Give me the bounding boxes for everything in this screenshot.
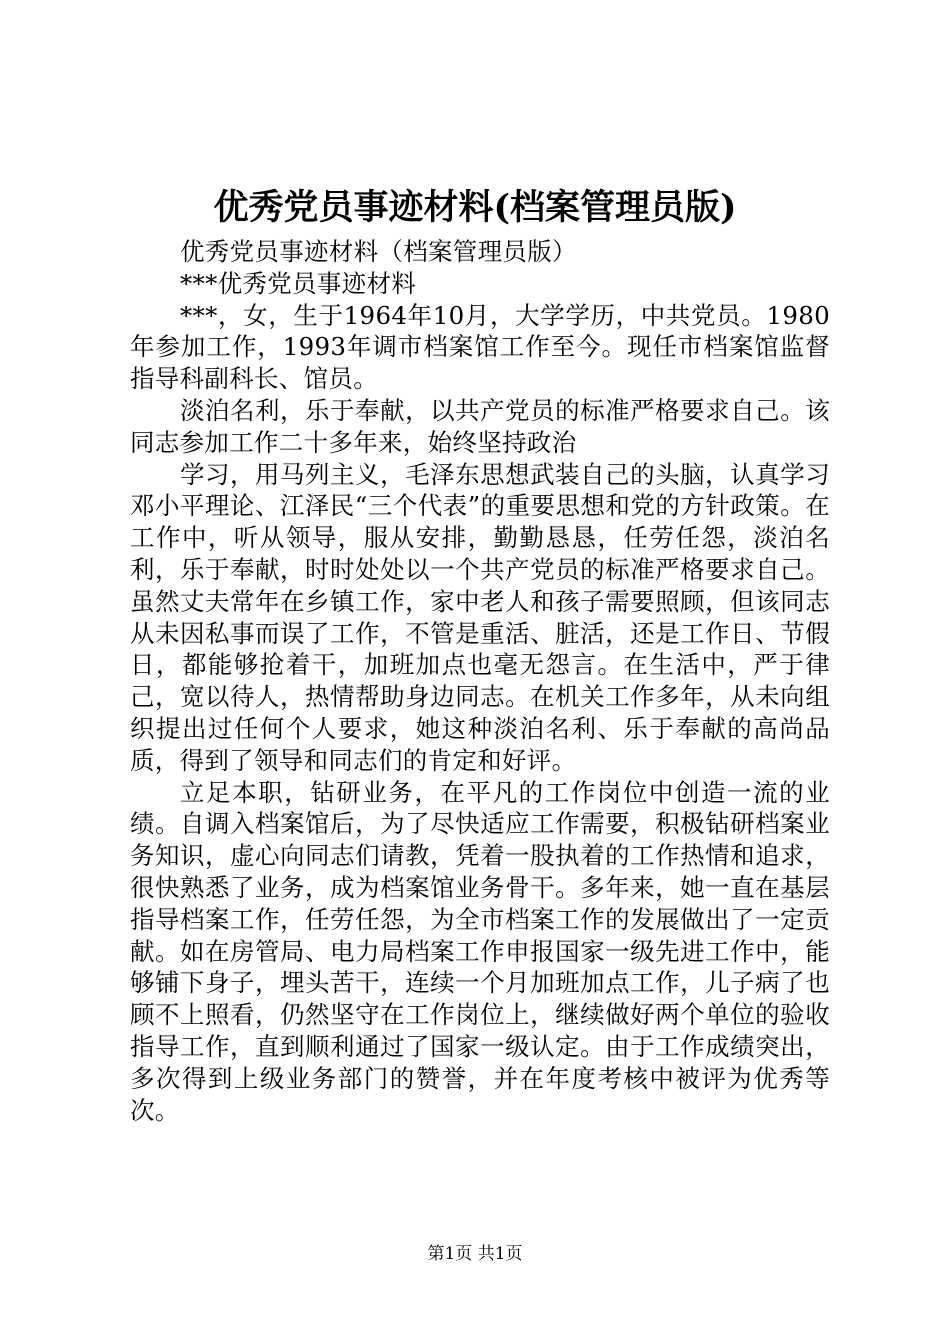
subtitle-paragraph: 优秀党员事迹材料（档案管理员版） xyxy=(180,237,577,266)
document-title: 优秀党员事迹材料(档案管理员版) xyxy=(213,187,737,228)
body-paragraph: 立足本职，钻研业务，在平凡的工作岗位中创造一流的业绩。自调入档案馆后，为了尽快适应工作需要，积极钻研档案业务知识，虚心向同志们请教，凭着一股执着的工作热情和追求，很快熟悉了业务，成为档案馆业务骨干。多年来，她一直在基层指导档案工作，任劳任怨，为全市档案工作的发展做出了一定贡献。如在房管局、电力局档案工作申报国家一级先进工作中，能够铺下身子，埋头苦干，连续一个月加班加点工作，儿子病了也顾不上照看，仍然坚守在工作岗位上，继续做好两个单位的验收指导工作，直到顺利通过了国家一级认定。由于工作成绩突出，多次得到上级业务部门的赞誉，并在年度考核中被评为优秀等次。 xyxy=(130,777,830,1125)
body-paragraph: 学习，用马列主义，毛泽东思想武装自己的头脑，认真学习邓小平理论、江泽民“三个代表”的重要思想和党的方针政策。在工作中，听从领导，服从安排，勤勤恳恳，任劳任怨，淡泊名利，乐于奉献，时时处处以一个共产党员的标准严格要求自己。虽然丈夫常年在乡镇工作，家中老人和孩子需要照顾，但该同志从未因私事而误了工作，不管是重活、脏活，还是工作日、节假日，都能够抢着干，加班加点也毫无怨言。在生活中，严于律己，宽以待人，热情帮助身边同志。在机关工作多年，从未向组织提出过任何个人要求，她这种淡泊名利、乐于奉献的高尚品质，得到了领导和同志们的肯定和好评。 xyxy=(130,459,830,775)
document-body xyxy=(130,236,830,1126)
body-paragraph: ***，女，生于1964年10月，大学学历，中共党员。1980年参加工作，1993年调市档案馆工作至今。现任市档案馆监督指导科副科长、馆员。 xyxy=(130,300,830,394)
page-number-footer: 第1页 共1页 xyxy=(427,1244,523,1264)
body-paragraph: 淡泊名利，乐于奉献，以共产党员的标准严格要求自己。该同志参加工作二十多年来，始终坚持政治 xyxy=(130,395,830,457)
heading-paragraph: ***优秀党员事迹材料 xyxy=(180,268,417,298)
